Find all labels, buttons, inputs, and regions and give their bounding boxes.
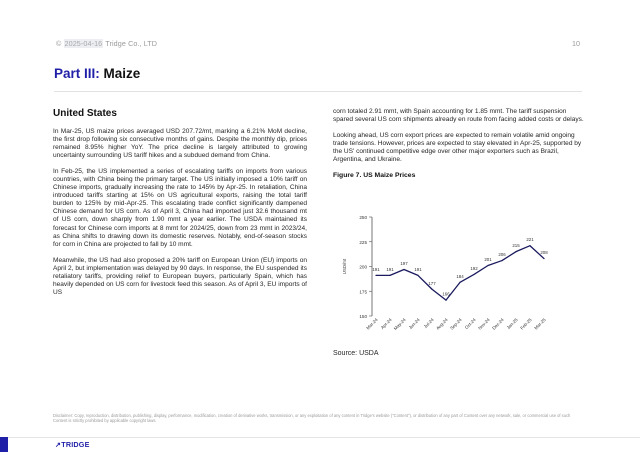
x-tick-label: Nov-24 [477,317,491,331]
data-point [375,275,376,276]
paragraph: Meanwhile, the US had also proposed a 20% tariff on European Union (EU) imports on April 2, but implementation was delayed by 90 days. In response, the EU suspended its retaliatory tariffs, providing relief to European buyers, particularly Spain, which has heavily depended on US corn for livestock feed this season. As of April 3, EU imports of US [53,256,307,296]
data-label: 192 [470,265,478,271]
x-tick-label: Dec-24 [491,317,505,331]
paragraph: In Feb-25, the US implemented a series of escalating tariffs on imports from various countries, with China being the primary target. The US initially imposed a 10% tariff on Chinese imports, gradually increasing the rate to 145% by Apr-25. In retaliation, China introduced tariffs starting at 15% on US agricultural exports, raising the total tariff burden to 125% by mid-Apr-25. This escalating trade conflict significantly dampened Chinese demand for US corn. As of April 3, China had imported just 32.6 thousand mt of US corn, down sharply from 1.90 mmt a year earlier. The USDA maintained its forecast for Chinese corn imports at 8 mmt for 2024/25, down from 23 mmt in 2023/24, as China shifts to drawing down its domestic reserves. Notably, end-of-season stocks for corn in China are projected to fall by 10 mmt. [53,168,307,248]
copyright-symbol: © [56,39,62,48]
y-tick-label: 225 [359,239,367,245]
paragraph: corn totaled 2.91 mmt, with Spain accounting for 1.85 mmt. The tariff suspension spared several US corn shipments already en route from facing added costs or delays. [333,108,584,124]
disclaimer: Disclaimer: Copy, reproduction, distribution, publishing, display, performance, modification, creation of derivative works, transmission, or any exploitation of any content in Tridge's website ("Content"), or distribution of any part of Content over any network, sale, or commercial use of such Content is strictly prohibited by applicable copyright laws. [53,413,571,423]
data-label: 206 [498,252,506,258]
x-tick-label: Mar-25 [533,317,547,331]
data-point [543,258,544,259]
data-point [501,260,502,261]
x-tick-label: Jul-24 [422,317,435,330]
x-tick-label: Mar-24 [365,317,379,331]
data-label: 166 [442,291,450,297]
x-tick-label: Apr-24 [379,317,393,331]
x-tick-label: May-24 [392,317,407,332]
data-label: 191 [386,266,394,272]
data-point [459,282,460,283]
data-label: 215 [512,243,520,249]
page-number: 10 [572,39,580,48]
logo-mark-icon: ↗ [55,440,62,449]
paragraph: In Mar-25, US maize prices averaged USD 207.72/mt, marking a 6.21% MoM decline, the first drop following six consecutive months of gains. Despite the monthly dip, prices remained 8.95% higher YoY. The price decline is largely attributed to growing uncertainty surrounding US tariff hikes and a subdued demand from China. [53,128,307,160]
data-point [403,269,404,270]
data-label: 201 [484,257,492,263]
chart-svg [334,205,554,335]
logo-text: TRIDGE [61,440,90,449]
x-tick-label: Jun-24 [407,317,421,331]
data-point [473,274,474,275]
data-point [487,265,488,266]
x-tick-label: Sep-24 [449,317,463,331]
x-tick-label: Oct-24 [463,317,477,331]
x-tick-label: Jan-25 [505,317,519,331]
header-company: Tridge Co., LTD [105,39,158,48]
right-column [333,108,585,186]
page-title [54,66,140,81]
data-point [445,300,446,301]
data-label: 208 [540,250,548,256]
data-point [417,275,418,276]
data-label: 221 [526,237,534,243]
figure-source: Source: USDA [333,350,379,357]
paragraph: Looking ahead, US corn export prices are expected to remain volatile amid ongoing trade tensions. However, prices are expected to stay elevated in Apr-25, supported by the US' continued competitive edge over other major exporters such as Brazil, Argentina, and Ukraine. [333,132,582,164]
y-tick-label: 250 [359,215,367,220]
x-tick-label: Aug-24 [435,317,449,331]
part-label: Part III: [54,66,100,81]
tridge-logo[interactable] [55,440,90,449]
footer-accent-bar [0,437,8,452]
y-tick-label: 175 [359,289,367,295]
data-point [431,289,432,290]
data-point [515,251,516,252]
section-heading: United States [53,108,117,119]
data-point [389,275,390,276]
left-column [53,108,307,305]
data-label: 177 [428,280,436,286]
data-label: 184 [456,273,464,279]
figure-title: Figure 7. US Maize Prices [333,172,416,180]
data-label: 191 [414,266,422,272]
maize-price-chart [334,205,554,340]
y-tick-label: 200 [359,264,367,270]
part-subject: Maize [103,66,141,81]
data-label: 197 [400,260,408,266]
y-tick-label: 150 [359,314,367,319]
data-label: 191 [372,266,380,272]
header-copyright [56,39,157,48]
title-divider [54,91,582,92]
footer-divider [0,437,640,438]
x-tick-label: Feb-25 [519,317,533,331]
data-point [529,245,530,246]
y-axis-title: USD/mt [342,258,347,275]
header-date: 2025-04-16 [64,39,103,48]
